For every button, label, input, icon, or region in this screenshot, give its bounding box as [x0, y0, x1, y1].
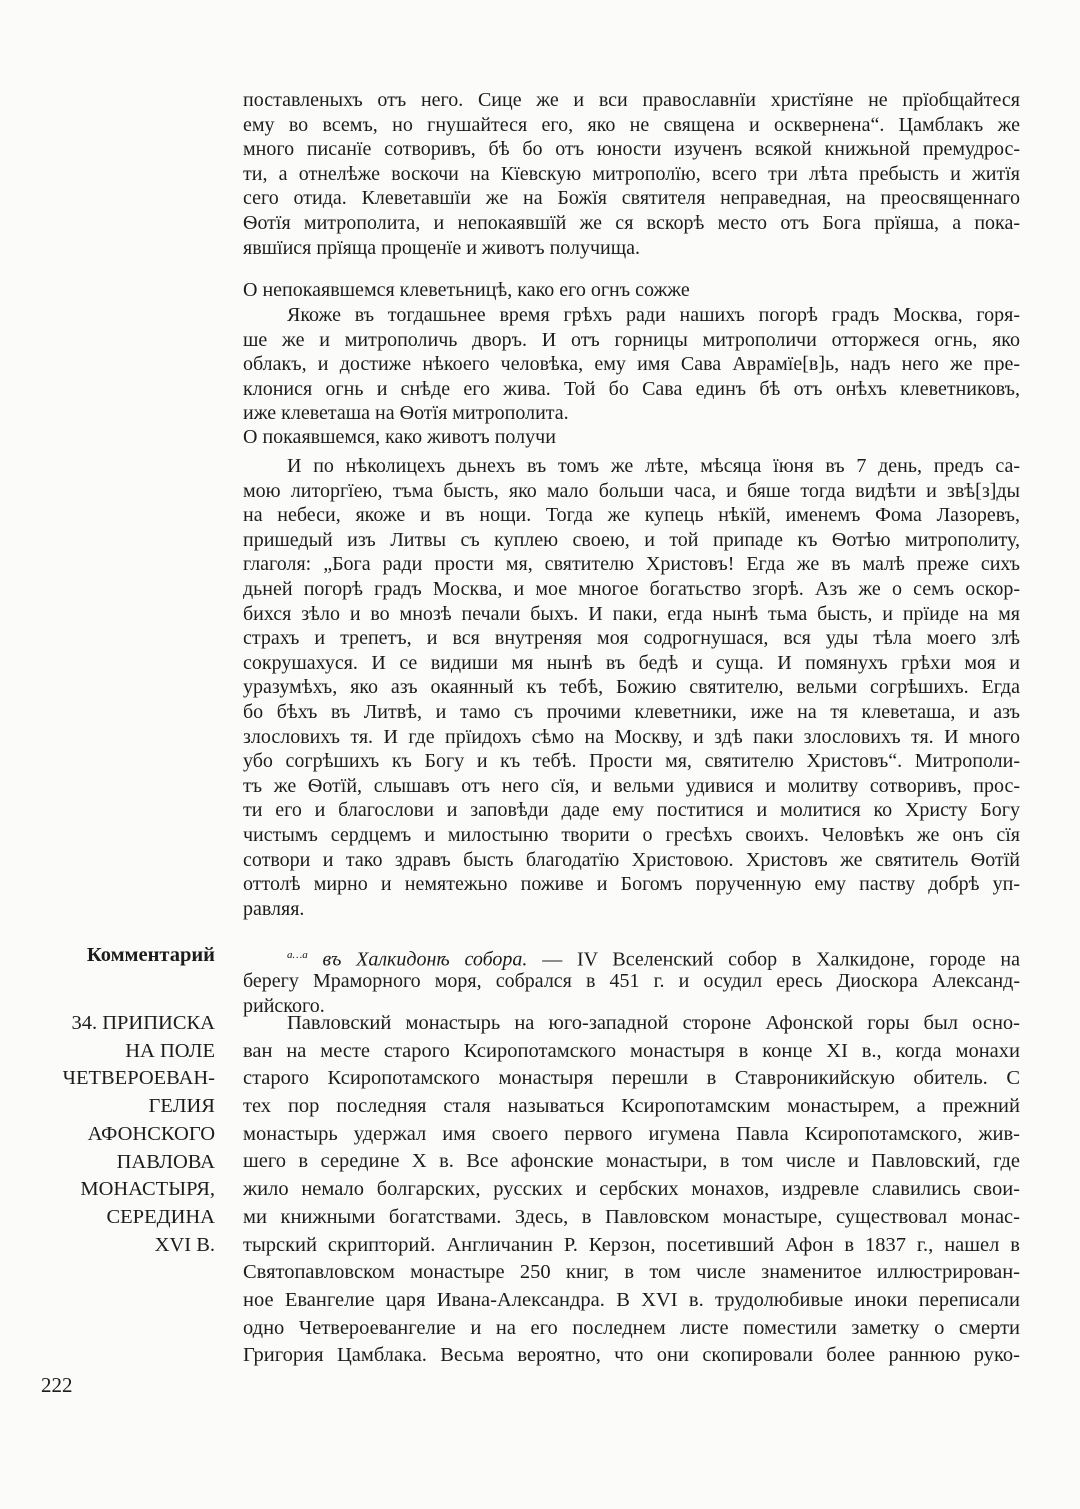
text-line: клонися огнь и снѣде его жива. Той бо Сава единъ бѣ отъ онѣхъ клеветниковъ, — [243, 377, 1020, 400]
text-line: злословихъ тя. И где прїидохъ сѣмо на Москву, и здѣ паки злословихъ тя. И много — [243, 725, 1020, 748]
text-line: Григория Цамблака. Весьма вероятно, что они скопировали более раннюю руко- — [243, 1344, 1020, 1367]
page-number: 222 — [41, 1373, 73, 1397]
text-line: сего отида. Клеветавшїи же на Божїя святителя неправедная, на преосвященнаго — [243, 187, 1020, 210]
text-line: жило немало болгарских, русских и сербских монахов, издревле славились свои- — [243, 1178, 1020, 1201]
text-line: ГЕЛИЯ — [148, 1095, 215, 1118]
text-line: Ѳотїя митрополита, и непокаявшїй же ся вскорѣ место отъ Бога прїяша, а пока- — [243, 211, 1020, 234]
text-line: много писанїе сотворивъ, бѣ бо отъ юности изученъ всякой книжьной премудрос- — [243, 138, 1020, 161]
text-line: ти его и благослови и заповѣди даде ему поститися и молитися ко Христу Богу — [243, 799, 1020, 822]
section-heading-unrepentant: О непокаявшемся клеветьницѣ, како его огнъ сожже — [243, 279, 690, 301]
text-line: Святопавловском монастыре 250 книг, в том числе знаменитое иллюстрирован- — [243, 1261, 1020, 1284]
text-line: 34. ПРИПИСКА — [71, 1012, 215, 1034]
text-line: монастырь удержал имя своего первого игумена Павла Ксиропотамского, жив- — [243, 1122, 1020, 1145]
text-line: МОНАСТЫРЯ, — [80, 1178, 215, 1201]
text-line: сокрушахуся. И се видиши мя нынѣ въ бедѣ и суща. И помянухъ грѣхи моя и — [243, 651, 1020, 674]
text-block-2 — [243, 303, 1020, 426]
text-line: равляя. — [243, 897, 305, 920]
text-line: облакъ, и достиже нѣкоего человѣка, ему имя Сава Аврамїе[в]ь, надъ него же пре- — [243, 353, 1020, 376]
text-line: XVI В. — [154, 1233, 215, 1256]
text-line: ше же и митрополичь дворъ. И отъ горницы митрополичи отторжеся огнь, яко — [243, 328, 1020, 351]
text-line: иже клеветаша на Ѳотїя митрополита. — [243, 402, 569, 425]
text-line: сотвори и тако здравъ бысть благодатїю Христовою. Христовъ же святитель Ѳотїй — [243, 848, 1020, 871]
text-line: пришедый изъ Литвы съ куплею своею, и той припаде къ Ѳотѣю митрополиту, — [243, 528, 1020, 551]
text-line: Павловский монастырь на юго-западной стороне Афонской горы был осно- — [287, 1012, 1020, 1034]
text-line: на небеси, якоже и въ нощи. Тогда же купець нѣкїй, именемъ Фома Лазоревъ, — [243, 504, 1020, 527]
text-line: страхъ и трепетъ, и вся внутреняя моя содрогнушася, вся уды тѣла моего злѣ — [243, 627, 1020, 650]
text-line: ми книжными богатствами. Здесь, в Павловском монастыре, существовал монас- — [243, 1205, 1020, 1228]
text-line: ван на месте старого Ксиропотамского монастыря в конце XI в., когда монахи — [243, 1039, 1020, 1062]
text-line: тырский скрипторий. Англичанин Р. Керзон, посетивший Афон в 1837 г., нашел в — [243, 1233, 1020, 1256]
text-line: тех пор последняя сталя называться Ксиропотамским монастырем, а прежний — [243, 1095, 1020, 1118]
text-line: бихся зѣло и во мнозѣ печали быхъ. И паки, егда нынѣ тьма бысть, и прїиде на мя — [243, 602, 1020, 625]
text-line: убо согрѣшихъ къ Богу и къ тебѣ. Прости мя, святителю Христовъ“. Митрополи- — [243, 750, 1020, 773]
text-line: ПАВЛОВА — [116, 1150, 215, 1173]
text-line: мою литоргїею, тъма бысть, яко мало больши часа, и бяше тогда видѣти и звѣ[з]ды — [243, 479, 1020, 502]
comment-text: — IV Вселенский собор в Халкидоне, городе на — [527, 948, 1020, 971]
text-line: ти, а отнелѣже воскочи на Кїевскую митрополїю, всего три лѣта пребысть и житїя — [243, 162, 1020, 185]
text-line: дьней погорѣ градъ Москва, и мое многое богатьство згорѣ. Азъ же о семъ оскор- — [243, 577, 1020, 600]
comment-label: Комментарий — [86, 944, 215, 966]
text-line: НА ПОЛЕ — [125, 1039, 215, 1062]
text-line: ему во всемъ, но гнушайтеся его, яко не священа и осквернена“. Цамблакъ же — [243, 113, 1020, 136]
text-line: уразумѣхъ, яко азъ окаянный къ тебѣ, Божию святителю, вельми согрѣшихъ. Егда — [243, 676, 1020, 699]
text-line: шего в середине X в. Все афонские монастыри, в том числе и Павловский, где — [243, 1150, 1020, 1173]
text-line: поставленыхъ отъ него. Сице же и вси православнїи христїяне не прїобщайтеся — [243, 89, 1020, 111]
text-line: рийского. — [243, 995, 325, 1017]
text-line: Якоже въ тогдашьнее время грѣхъ ради нашихъ погорѣ градъ Москва, горя- — [287, 304, 1020, 326]
comment-lemma: въ Халкидонѣ собора. — [322, 948, 528, 971]
text-line: бо бѣхъ въ Литвѣ, и тамо съ прочими клеветники, иже на тя клеветаша, и азъ — [243, 700, 1020, 723]
text-line: ное Евангелие царя Ивана-Александра. В XVI в. трудолюбивые иноки переписали — [243, 1288, 1020, 1311]
text-line: старого Ксиропотамского монастыря перешли в Ставроникийскую обитель. С — [243, 1067, 1020, 1090]
comment-first-line — [243, 943, 1020, 969]
text-line: чистымъ сердцемъ и милостыню творити о гресѣхъ своихъ. Человѣкъ же онъ сїя — [243, 823, 1020, 846]
text-line: тъ же Ѳотїй, слышавъ отъ него сїя, и вельми удивися и молитву сотворивъ, прос- — [243, 774, 1020, 797]
text-line: ЧЕТВЕРОЕВАН- — [62, 1067, 215, 1090]
text-line: явшїися прїяща прощенїе и животъ получища. — [243, 236, 641, 259]
footnote-marker: а…а — [287, 949, 308, 961]
comment-block — [243, 943, 1020, 1020]
text-line: берегу Мраморного моря, собрался в 451 г. и осудил ересь Диоскора Александ- — [243, 969, 1020, 992]
text-line: одно Четвероевангелие и на его последнем листе поместили заметку о смерти — [243, 1316, 1020, 1339]
text-line: И по нѣколицехъ дьнехъ въ томъ же лѣте, мѣсяца їюня въ 7 день, предъ са- — [287, 455, 1020, 477]
section-34-title — [63, 1010, 215, 1259]
text-line: глаголя: „Бога ради прости мя, святителю Христовъ! Егда же въ малѣ преже сихъ — [243, 553, 1020, 576]
text-line: оттолѣ мирно и немятежьно поживе и Богомъ порученную ему паству добрѣ уп- — [243, 873, 1020, 896]
text-line: АФОНСКОГО — [87, 1122, 215, 1145]
text-block-3 — [243, 454, 1020, 921]
text-block-1 — [243, 88, 1020, 260]
text-line: СЕРЕДИНА — [106, 1205, 215, 1228]
section-heading-repentant: О покаявшемся, како животъ получи — [243, 426, 556, 448]
section-34-text — [243, 1010, 1020, 1370]
